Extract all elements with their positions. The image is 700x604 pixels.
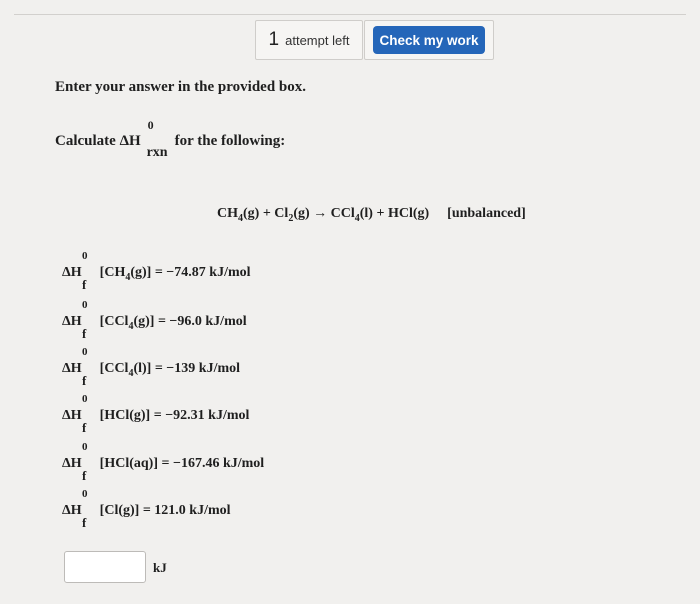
delta-h-text: ΔH — [62, 265, 82, 280]
degree-superscript: 0 — [82, 346, 88, 358]
calculate-prompt — [55, 118, 286, 160]
reaction-subscript: 2 — [288, 212, 294, 224]
formation-subscript: f — [82, 515, 87, 530]
expr-text: (l)] = −139 kJ/mol — [133, 361, 241, 376]
delta-hf-symbol — [62, 393, 88, 435]
delta-h-text: ΔH — [62, 456, 82, 471]
calc-superscript: 0 — [147, 118, 154, 132]
enthalpy-expression — [100, 456, 265, 471]
enthalpy-ch4-gas — [62, 250, 251, 292]
expr-subscript: 4 — [125, 271, 131, 283]
calc-suffix: for the following: — [174, 133, 286, 149]
enthalpy-expression — [99, 265, 251, 283]
expr-text: (g)] = −74.87 kJ/mol — [130, 265, 251, 280]
delta-h-rxn-symbol — [119, 118, 168, 160]
attempts-count: 1 — [268, 29, 280, 50]
delta-hf-symbol — [62, 299, 88, 341]
reaction-part: (g) + Cl — [243, 206, 289, 221]
reaction-subscript: 4 — [354, 212, 360, 224]
answer-input[interactable] — [64, 551, 146, 583]
attempts-label: attempt left — [285, 32, 350, 48]
expr-text: [CH — [99, 265, 126, 280]
calc-subscript: rxn — [146, 145, 168, 160]
delta-h-text: ΔH — [62, 503, 82, 518]
degree-superscript: 0 — [82, 488, 88, 500]
enthalpy-ccl4-gas — [62, 299, 247, 341]
delta-h-text: ΔH — [62, 314, 82, 329]
expr-text: [CCl — [99, 314, 129, 329]
formation-subscript: f — [82, 326, 87, 341]
delta-hf-symbol — [62, 441, 88, 483]
delta-hf-symbol — [62, 250, 88, 292]
expr-text: (g)] = −96.0 kJ/mol — [133, 314, 247, 329]
degree-superscript: 0 — [82, 441, 88, 453]
expr-text: [CCl — [99, 361, 129, 376]
check-my-work-button[interactable]: Check my work — [373, 26, 485, 54]
formation-subscript: f — [82, 373, 87, 388]
formation-subscript: f — [82, 277, 87, 292]
answer-unit: kJ — [153, 560, 167, 575]
degree-superscript: 0 — [82, 250, 88, 262]
attempts-indicator — [255, 20, 363, 60]
reaction-part: (l) + HCl(g) — [359, 206, 430, 221]
enthalpy-hcl-gas — [62, 393, 250, 435]
reaction-subscript: 4 — [238, 212, 243, 224]
delta-h-text: ΔH — [62, 361, 82, 376]
expr-subscript: 4 — [128, 320, 134, 332]
unbalanced-tag: [unbalanced] — [447, 206, 526, 221]
reaction-equation — [217, 206, 526, 224]
enthalpy-expression — [99, 361, 241, 379]
reaction-part: (g) → CCl — [293, 206, 355, 221]
enthalpy-hcl-aqueous — [62, 441, 265, 483]
enthalpy-expression — [100, 503, 231, 518]
formation-subscript: f — [82, 420, 87, 435]
enthalpy-expression — [100, 408, 250, 423]
calc-prefix: Calculate — [55, 133, 120, 149]
calc-symbol: ΔH — [119, 133, 141, 149]
reaction-part: CH — [217, 206, 238, 221]
degree-superscript: 0 — [82, 299, 88, 311]
expr-text: [HCl(g)] = −92.31 kJ/mol — [99, 408, 250, 423]
expr-text: [Cl(g)] = 121.0 kJ/mol — [99, 503, 231, 518]
degree-superscript: 0 — [82, 393, 88, 405]
top-divider — [14, 14, 686, 15]
delta-hf-symbol — [62, 346, 88, 388]
delta-h-text: ΔH — [62, 408, 82, 423]
check-work-container — [364, 20, 494, 60]
enthalpy-ccl4-liquid — [62, 346, 241, 388]
delta-hf-symbol — [62, 488, 88, 530]
expr-text: [HCl(aq)] = −167.46 kJ/mol — [99, 456, 265, 471]
instruction-text: Enter your answer in the provided box. — [55, 79, 307, 95]
enthalpy-expression — [99, 314, 247, 332]
formation-subscript: f — [82, 468, 87, 483]
expr-subscript: 4 — [128, 367, 134, 379]
enthalpy-cl-gas — [62, 488, 231, 530]
